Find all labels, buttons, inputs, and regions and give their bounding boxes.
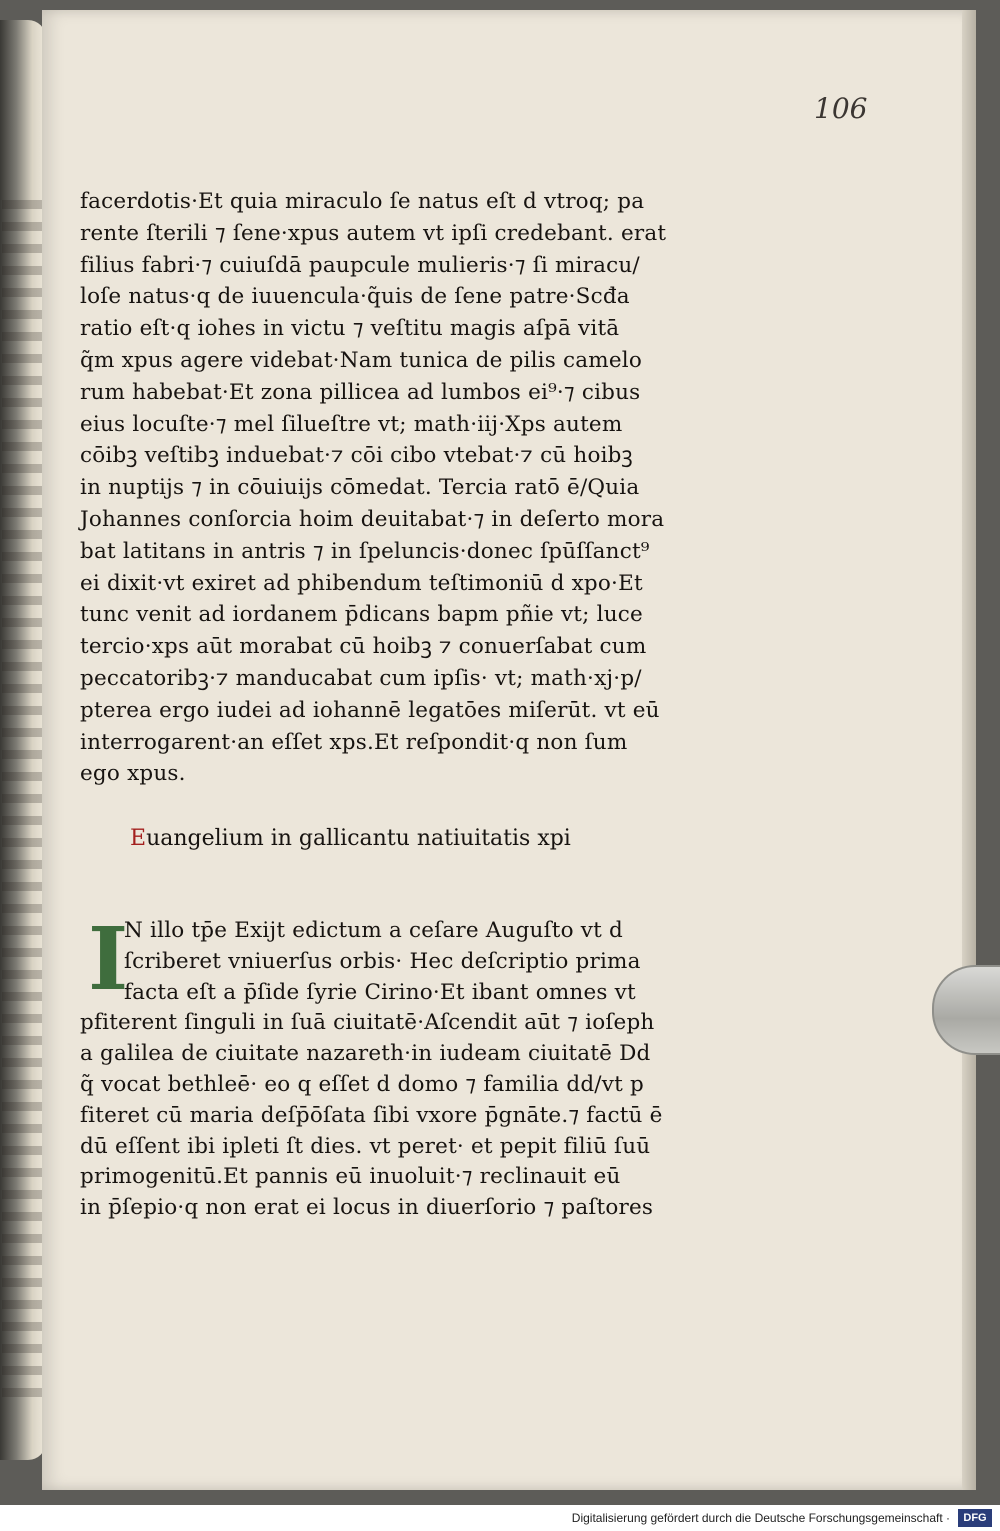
funding-notice: Digitalisierung gefördert durch die Deutsche Forschungsgemeinschaft · — [571, 1511, 950, 1525]
text-line: N illo tp̄e Exijt edictum a ceſare Auguſto vt d — [124, 918, 623, 943]
text-line: peccatoribꝫ·⁊ manducabat cum ipſis· vt; math·xj·p/ — [80, 665, 642, 691]
text-line: rum habebat·Et zona pillicea ad lumbos ei⁹·⁊ cibus — [80, 379, 641, 405]
text-line: loſe natus·q de iuuencula·q̃uis de ſene patre·Scđa — [80, 284, 630, 310]
text-line: pterea ergo iudei ad iohannē legatōes miſerūt. vt eū — [80, 697, 660, 723]
text-line: primogenitū.Et pannis eū inuoluit·⁊ reclinauit eū — [80, 1164, 621, 1190]
text-line: in p̄ſepio·q non erat ei locus in diuerſorio ⁊ paſtores — [80, 1195, 654, 1221]
text-line: filius fabri·⁊ cuiuſdā paupcule mulieris·⁊ ſi miracu/ — [80, 252, 640, 278]
text-line: tunc venit ad iordanem p̄dicans bapm pñie vt; luce — [80, 602, 643, 628]
body-text — [80, 186, 740, 790]
footer-bar — [0, 1505, 1000, 1531]
page-edge — [962, 10, 976, 1490]
text-line: tercio·xps aūt morabat cū hoibꝫ ⁊ conuerſabat cum — [80, 634, 647, 660]
text-line: facerdotis·Et quia miraculo ſe natus eſt d vtroq; pa — [80, 189, 645, 214]
text-line: ei dixit·vt exiret ad phibendum teſtimoniū d xpo·Et — [80, 570, 643, 596]
text-line: Johannes conſorcia hoim deuitabat·⁊ in deſerto mora — [80, 506, 665, 532]
text-line: a galilea de ciuitate nazareth·in iudeam ciuitatē Dd — [80, 1041, 651, 1067]
text-line: facta eſt a p̄ſide ſyrie Cirino·Et ibant omnes vt — [124, 979, 636, 1005]
heading-initial: E — [130, 826, 147, 851]
text-line: ratio eſt·q iohes in victu ⁊ veſtitu magis aſpā vitā — [80, 316, 620, 342]
text-line: ſcriberet vniuerſus orbis· Hec deſcriptio prima — [124, 948, 641, 974]
book-fore-edge — [0, 20, 46, 1460]
heading-text: uangelium in gallicantu natiuitatis xpi — [146, 826, 571, 851]
text-line: cōibꝫ veſtibꝫ induebat·⁊ cōi cibo vtebat·⁊ cū hoibꝫ — [80, 443, 633, 469]
text-line: bat latitans in antris ⁊ in ſpeluncis·donec ſpūſſanct⁹ — [80, 538, 650, 564]
section-heading — [130, 826, 571, 851]
text-line: ego xpus. — [80, 761, 186, 787]
text-line: eius locuſte·⁊ mel ſilueſtre vt; math·iij·Xps autem — [80, 411, 623, 437]
folio-number: 106 — [814, 92, 868, 125]
show-through-text — [2, 200, 42, 1400]
text-line: in nuptijs ⁊ in cōuiuijs cōmedat. Tercia ratō ē/Quia — [80, 475, 640, 501]
text-line: pfiterent ſinguli in ſuā ciuitatē·Aſcendit aūt ⁊ ioſeph — [80, 1010, 655, 1036]
text-line: dū eſſent ibi ipleti ſt dies. vt peret· et pepit filiū ſuū — [80, 1133, 651, 1159]
decorated-initial: I — [88, 909, 129, 1010]
text-line: rente ſterili ⁊ ſene·xpus autem vt ipſi credebant. erat — [80, 220, 667, 246]
text-line: q̃ vocat bethleē· eo q eſſet d domo ⁊ familia dd/vt p — [80, 1071, 644, 1097]
gospel-text — [80, 909, 740, 1224]
text-line: interrogarent·an eſſet xps.Et reſpondit·q non ſum — [80, 729, 628, 755]
text-line: q̃m xpus agere videbat·Nam tunica de pilis camelo — [80, 347, 643, 373]
dfg-logo: DFG — [958, 1509, 992, 1527]
text-line: fiteret cū maria deſp̄ōſata ſibi vxore p̄gnāte.⁊ factū ē — [80, 1102, 663, 1128]
